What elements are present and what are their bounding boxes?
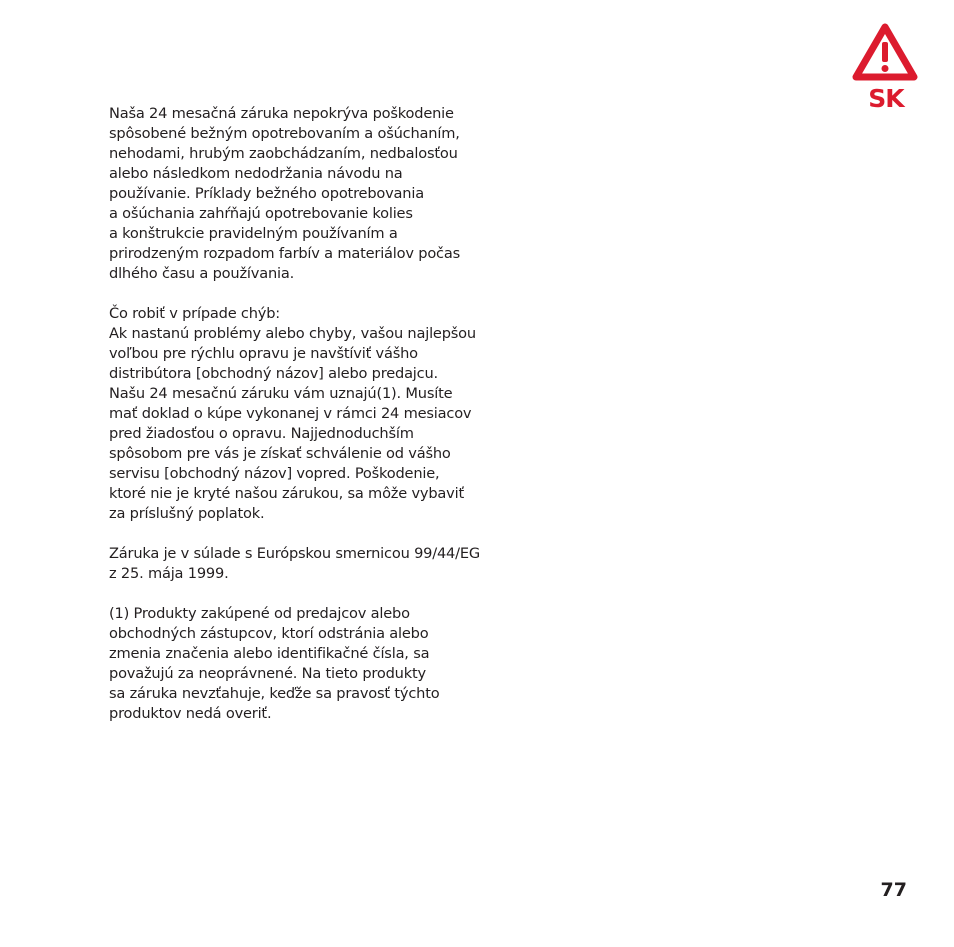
- language-code: SK: [868, 84, 904, 113]
- paragraph-eu-directive: Záruka je v súlade s Európskou smernicou 99/44/EG z 25. mája 1999.: [109, 545, 480, 582]
- warning-triangle-icon: [852, 23, 918, 83]
- page-number: 77: [880, 879, 907, 901]
- paragraph-footnote: (1) Produkty zakúpené od predajcov alebo obchodných zástupcov, ktorí odstránia alebo zmenia značenia alebo identifikačné čísla, sa považujú za neoprávnené. Na tieto produkty sa záruka nevzťahuje, keďže sa pravosť týchto produktov nedá overiť.: [109, 605, 440, 722]
- warranty-text: [109, 104, 489, 744]
- paragraph-warranty-coverage: Naša 24 mesačná záruka nepokrýva poškodenie spôsobené bežným opotrebovaním a ošúchaním, nehodami, hrubým zaobchádzaním, nedbalosťou alebo následkom nedodržania návodu na používanie. Príklady bežného opotrebovania a ošúchania zahŕňajú opotrebovanie kolies a konštrukcie pravidelným používaním a prirodzeným rozpadom farbív a materiálov počas dlhého času a používania.: [109, 105, 461, 282]
- paragraph-what-to-do: Čo robiť v prípade chýb: Ak nastanú problémy alebo chyby, vašou najlepšou voľbou pre rýchlu opravu je navštíviť vášho distribútora [obchodný názov] alebo predajcu. Našu 24 mesačnú záruku vám uznajú(1). Musíte mať doklad o kúpe vykonanej v rámci 24 mesiacov pred žiadosťou o opravu. Najjednoduchším spôsobom pre vás je získať schválenie od vášho servisu [obchodný názov] vopred. Poškodenie, ktoré nie je kryté našou zárukou, sa môže vybaviť za príslušný poplatok.: [109, 305, 476, 522]
